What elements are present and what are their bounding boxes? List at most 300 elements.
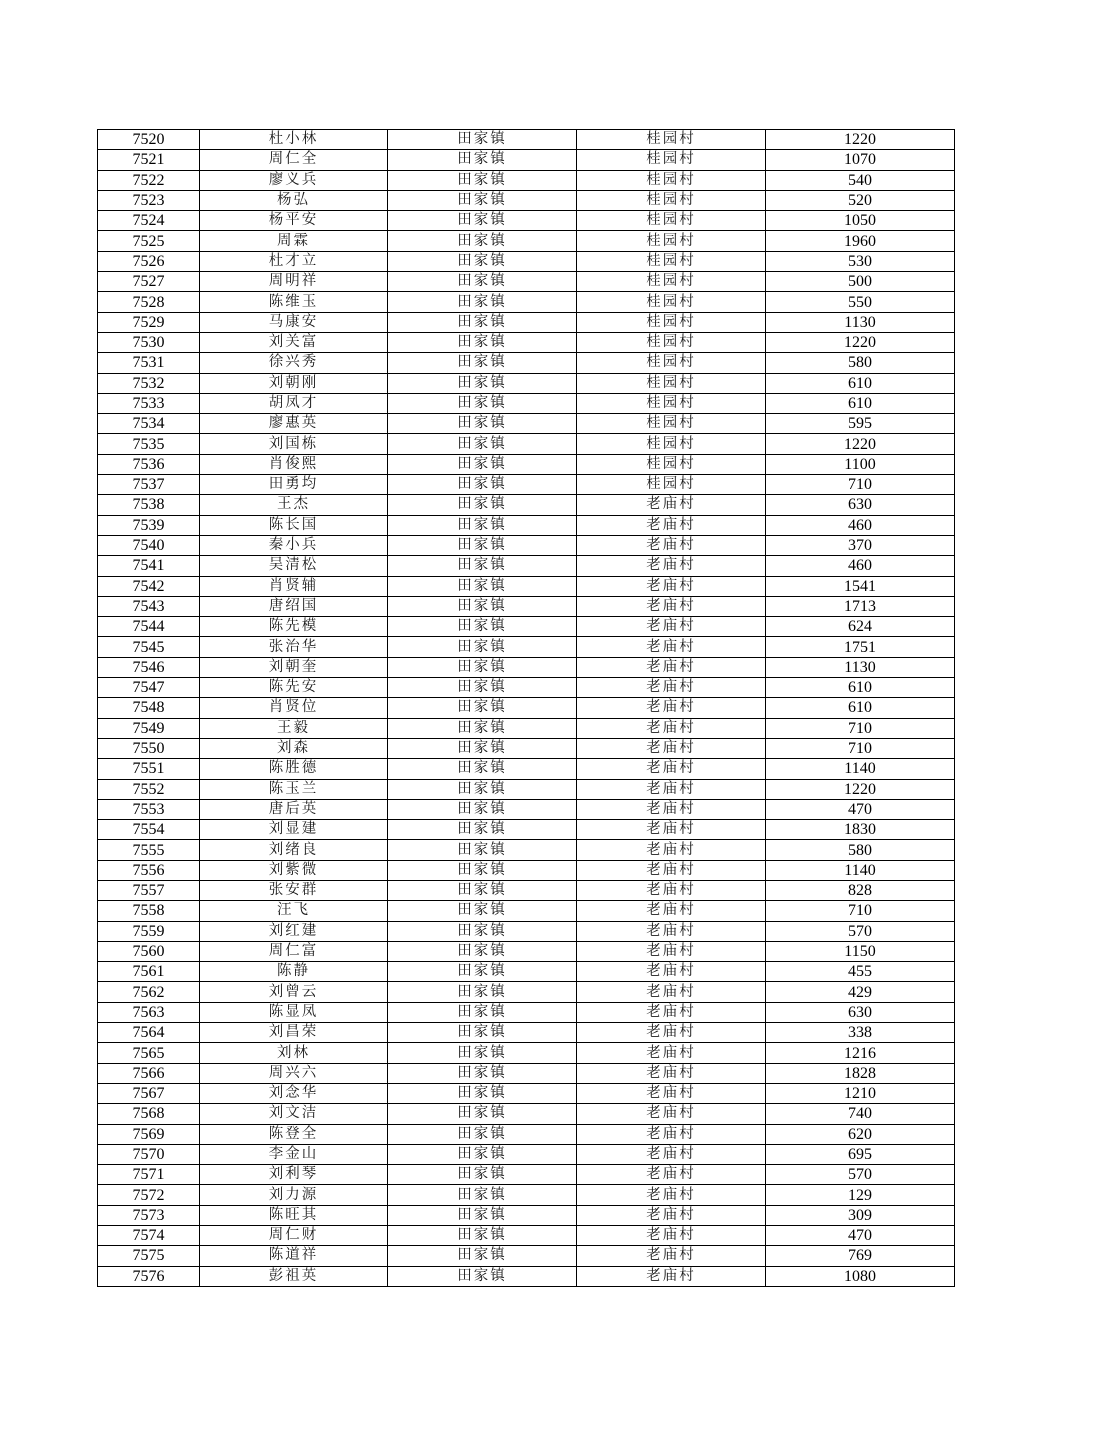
record-id-cell: 7530: [98, 332, 200, 352]
village-cell: 桂园村: [577, 373, 766, 393]
town-cell: 田家镇: [388, 617, 577, 637]
town-cell: 田家镇: [388, 150, 577, 170]
table-row: [98, 312, 955, 332]
record-id-cell: 7557: [98, 880, 200, 900]
table-row: [98, 880, 955, 900]
amount-cell: 595: [766, 414, 955, 434]
village-cell: 老庙村: [577, 1124, 766, 1144]
person-name-cell: 张治华: [200, 637, 388, 657]
table-row: [98, 962, 955, 982]
town-cell: 田家镇: [388, 1226, 577, 1246]
town-cell: 田家镇: [388, 272, 577, 292]
person-name-cell: 刘绪良: [200, 840, 388, 860]
amount-cell: 1140: [766, 759, 955, 779]
village-cell: 老庙村: [577, 576, 766, 596]
town-cell: 田家镇: [388, 1185, 577, 1205]
amount-cell: 710: [766, 475, 955, 495]
town-cell: 田家镇: [388, 434, 577, 454]
town-cell: 田家镇: [388, 332, 577, 352]
village-cell: 老庙村: [577, 1185, 766, 1205]
person-name-cell: 吴清松: [200, 556, 388, 576]
village-cell: 桂园村: [577, 211, 766, 231]
record-id-cell: 7526: [98, 251, 200, 271]
person-name-cell: 刘利琴: [200, 1165, 388, 1185]
person-name-cell: 刘国栋: [200, 434, 388, 454]
town-cell: 田家镇: [388, 657, 577, 677]
amount-cell: 710: [766, 718, 955, 738]
person-name-cell: 陈显凤: [200, 1002, 388, 1022]
village-cell: 桂园村: [577, 231, 766, 251]
town-cell: 田家镇: [388, 1063, 577, 1083]
records-table-body: [98, 130, 955, 1287]
person-name-cell: 陈先模: [200, 617, 388, 637]
town-cell: 田家镇: [388, 393, 577, 413]
person-name-cell: 刘紫微: [200, 860, 388, 880]
village-cell: 老庙村: [577, 921, 766, 941]
table-row: [98, 231, 955, 251]
table-row: [98, 799, 955, 819]
table-row: [98, 1063, 955, 1083]
person-name-cell: 陈旺其: [200, 1205, 388, 1225]
village-cell: 老庙村: [577, 1023, 766, 1043]
amount-cell: 828: [766, 880, 955, 900]
person-name-cell: 陈胜德: [200, 759, 388, 779]
person-name-cell: 杨平安: [200, 211, 388, 231]
amount-cell: 610: [766, 373, 955, 393]
person-name-cell: 刘红建: [200, 921, 388, 941]
village-cell: 桂园村: [577, 130, 766, 150]
amount-cell: 460: [766, 515, 955, 535]
town-cell: 田家镇: [388, 1205, 577, 1225]
record-id-cell: 7558: [98, 901, 200, 921]
amount-cell: 1130: [766, 312, 955, 332]
amount-cell: 470: [766, 1226, 955, 1246]
table-row: [98, 170, 955, 190]
town-cell: 田家镇: [388, 414, 577, 434]
record-id-cell: 7559: [98, 921, 200, 941]
record-id-cell: 7550: [98, 738, 200, 758]
person-name-cell: 彭祖英: [200, 1266, 388, 1286]
table-row: [98, 1226, 955, 1246]
amount-cell: 1070: [766, 150, 955, 170]
person-name-cell: 周霖: [200, 231, 388, 251]
person-name-cell: 廖义兵: [200, 170, 388, 190]
amount-cell: 550: [766, 292, 955, 312]
amount-cell: 610: [766, 678, 955, 698]
record-id-cell: 7531: [98, 353, 200, 373]
table-row: [98, 130, 955, 150]
village-cell: 老庙村: [577, 759, 766, 779]
village-cell: 桂园村: [577, 170, 766, 190]
record-id-cell: 7540: [98, 535, 200, 555]
person-name-cell: 刘显建: [200, 820, 388, 840]
table-row: [98, 1124, 955, 1144]
amount-cell: 740: [766, 1104, 955, 1124]
table-row: [98, 434, 955, 454]
table-row: [98, 1104, 955, 1124]
table-row: [98, 454, 955, 474]
record-id-cell: 7573: [98, 1205, 200, 1225]
person-name-cell: 陈道祥: [200, 1246, 388, 1266]
record-id-cell: 7560: [98, 941, 200, 961]
town-cell: 田家镇: [388, 211, 577, 231]
village-cell: 桂园村: [577, 393, 766, 413]
table-row: [98, 738, 955, 758]
village-cell: 老庙村: [577, 941, 766, 961]
table-row: [98, 190, 955, 210]
town-cell: 田家镇: [388, 596, 577, 616]
amount-cell: 1960: [766, 231, 955, 251]
town-cell: 田家镇: [388, 1165, 577, 1185]
amount-cell: 470: [766, 799, 955, 819]
town-cell: 田家镇: [388, 535, 577, 555]
town-cell: 田家镇: [388, 759, 577, 779]
amount-cell: 540: [766, 170, 955, 190]
record-id-cell: 7549: [98, 718, 200, 738]
person-name-cell: 刘林: [200, 1043, 388, 1063]
amount-cell: 370: [766, 535, 955, 555]
record-id-cell: 7554: [98, 820, 200, 840]
village-cell: 老庙村: [577, 1205, 766, 1225]
town-cell: 田家镇: [388, 698, 577, 718]
record-id-cell: 7521: [98, 150, 200, 170]
town-cell: 田家镇: [388, 556, 577, 576]
table-row: [98, 251, 955, 271]
table-row: [98, 657, 955, 677]
town-cell: 田家镇: [388, 130, 577, 150]
village-cell: 老庙村: [577, 1165, 766, 1185]
town-cell: 田家镇: [388, 576, 577, 596]
table-row: [98, 1002, 955, 1022]
table-row: [98, 1165, 955, 1185]
town-cell: 田家镇: [388, 190, 577, 210]
town-cell: 田家镇: [388, 515, 577, 535]
amount-cell: 129: [766, 1185, 955, 1205]
village-cell: 老庙村: [577, 596, 766, 616]
village-cell: 老庙村: [577, 495, 766, 515]
person-name-cell: 周仁富: [200, 941, 388, 961]
amount-cell: 1713: [766, 596, 955, 616]
amount-cell: 1130: [766, 657, 955, 677]
person-name-cell: 刘念华: [200, 1083, 388, 1103]
town-cell: 田家镇: [388, 312, 577, 332]
village-cell: 老庙村: [577, 840, 766, 860]
amount-cell: 695: [766, 1144, 955, 1164]
record-id-cell: 7529: [98, 312, 200, 332]
record-id-cell: 7533: [98, 393, 200, 413]
town-cell: 田家镇: [388, 454, 577, 474]
amount-cell: 1210: [766, 1083, 955, 1103]
table-row: [98, 1083, 955, 1103]
record-id-cell: 7523: [98, 190, 200, 210]
village-cell: 老庙村: [577, 1104, 766, 1124]
record-id-cell: 7542: [98, 576, 200, 596]
table-row: [98, 759, 955, 779]
village-cell: 桂园村: [577, 272, 766, 292]
record-id-cell: 7536: [98, 454, 200, 474]
amount-cell: 1100: [766, 454, 955, 474]
town-cell: 田家镇: [388, 1266, 577, 1286]
table-row: [98, 292, 955, 312]
amount-cell: 710: [766, 901, 955, 921]
person-name-cell: 杜才立: [200, 251, 388, 271]
village-cell: 老庙村: [577, 1246, 766, 1266]
table-row: [98, 1144, 955, 1164]
person-name-cell: 田勇均: [200, 475, 388, 495]
town-cell: 田家镇: [388, 231, 577, 251]
record-id-cell: 7543: [98, 596, 200, 616]
person-name-cell: 刘昌荣: [200, 1023, 388, 1043]
amount-cell: 1830: [766, 820, 955, 840]
amount-cell: 530: [766, 251, 955, 271]
person-name-cell: 马康安: [200, 312, 388, 332]
record-id-cell: 7562: [98, 982, 200, 1002]
village-cell: 老庙村: [577, 962, 766, 982]
table-row: [98, 637, 955, 657]
person-name-cell: 陈玉兰: [200, 779, 388, 799]
village-cell: 老庙村: [577, 982, 766, 1002]
record-id-cell: 7520: [98, 130, 200, 150]
person-name-cell: 刘朝奎: [200, 657, 388, 677]
town-cell: 田家镇: [388, 637, 577, 657]
record-id-cell: 7569: [98, 1124, 200, 1144]
table-row: [98, 901, 955, 921]
person-name-cell: 刘曾云: [200, 982, 388, 1002]
record-id-cell: 7553: [98, 799, 200, 819]
record-id-cell: 7551: [98, 759, 200, 779]
town-cell: 田家镇: [388, 1023, 577, 1043]
amount-cell: 429: [766, 982, 955, 1002]
record-id-cell: 7537: [98, 475, 200, 495]
town-cell: 田家镇: [388, 779, 577, 799]
table-row: [98, 495, 955, 515]
amount-cell: 455: [766, 962, 955, 982]
town-cell: 田家镇: [388, 373, 577, 393]
village-cell: 桂园村: [577, 434, 766, 454]
record-id-cell: 7541: [98, 556, 200, 576]
village-cell: 老庙村: [577, 1043, 766, 1063]
amount-cell: 1140: [766, 860, 955, 880]
record-id-cell: 7527: [98, 272, 200, 292]
table-row: [98, 576, 955, 596]
record-id-cell: 7538: [98, 495, 200, 515]
amount-cell: 1050: [766, 211, 955, 231]
table-row: [98, 556, 955, 576]
amount-cell: 500: [766, 272, 955, 292]
record-id-cell: 7552: [98, 779, 200, 799]
table-row: [98, 211, 955, 231]
person-name-cell: 汪飞: [200, 901, 388, 921]
person-name-cell: 肖俊熙: [200, 454, 388, 474]
town-cell: 田家镇: [388, 251, 577, 271]
person-name-cell: 秦小兵: [200, 535, 388, 555]
person-name-cell: 肖贤辅: [200, 576, 388, 596]
village-cell: 老庙村: [577, 1144, 766, 1164]
village-cell: 老庙村: [577, 1226, 766, 1246]
town-cell: 田家镇: [388, 840, 577, 860]
person-name-cell: 陈登全: [200, 1124, 388, 1144]
town-cell: 田家镇: [388, 353, 577, 373]
table-row: [98, 475, 955, 495]
amount-cell: 1751: [766, 637, 955, 657]
town-cell: 田家镇: [388, 1043, 577, 1063]
amount-cell: 624: [766, 617, 955, 637]
town-cell: 田家镇: [388, 1246, 577, 1266]
record-id-cell: 7567: [98, 1083, 200, 1103]
record-id-cell: 7544: [98, 617, 200, 637]
town-cell: 田家镇: [388, 860, 577, 880]
amount-cell: 1220: [766, 332, 955, 352]
amount-cell: 610: [766, 698, 955, 718]
table-row: [98, 941, 955, 961]
record-id-cell: 7574: [98, 1226, 200, 1246]
record-id-cell: 7539: [98, 515, 200, 535]
village-cell: 老庙村: [577, 799, 766, 819]
table-row: [98, 353, 955, 373]
village-cell: 老庙村: [577, 901, 766, 921]
amount-cell: 580: [766, 353, 955, 373]
town-cell: 田家镇: [388, 678, 577, 698]
record-id-cell: 7575: [98, 1246, 200, 1266]
person-name-cell: 陈静: [200, 962, 388, 982]
record-id-cell: 7534: [98, 414, 200, 434]
town-cell: 田家镇: [388, 820, 577, 840]
town-cell: 田家镇: [388, 901, 577, 921]
village-cell: 老庙村: [577, 657, 766, 677]
table-row: [98, 373, 955, 393]
town-cell: 田家镇: [388, 1104, 577, 1124]
person-name-cell: 杨弘: [200, 190, 388, 210]
village-cell: 老庙村: [577, 556, 766, 576]
table-row: [98, 921, 955, 941]
table-row: [98, 678, 955, 698]
table-row: [98, 1246, 955, 1266]
record-id-cell: 7545: [98, 637, 200, 657]
amount-cell: 570: [766, 1165, 955, 1185]
village-cell: 老庙村: [577, 1266, 766, 1286]
table-row: [98, 1266, 955, 1286]
record-id-cell: 7546: [98, 657, 200, 677]
town-cell: 田家镇: [388, 921, 577, 941]
village-cell: 老庙村: [577, 738, 766, 758]
person-name-cell: 王杰: [200, 495, 388, 515]
person-name-cell: 刘森: [200, 738, 388, 758]
amount-cell: 620: [766, 1124, 955, 1144]
village-cell: 桂园村: [577, 414, 766, 434]
amount-cell: 460: [766, 556, 955, 576]
amount-cell: 769: [766, 1246, 955, 1266]
town-cell: 田家镇: [388, 475, 577, 495]
record-id-cell: 7522: [98, 170, 200, 190]
amount-cell: 570: [766, 921, 955, 941]
town-cell: 田家镇: [388, 982, 577, 1002]
village-cell: 桂园村: [577, 475, 766, 495]
table-row: [98, 1185, 955, 1205]
village-cell: 老庙村: [577, 1063, 766, 1083]
table-row: [98, 332, 955, 352]
amount-cell: 1216: [766, 1043, 955, 1063]
village-cell: 老庙村: [577, 678, 766, 698]
table-row: [98, 779, 955, 799]
person-name-cell: 徐兴秀: [200, 353, 388, 373]
town-cell: 田家镇: [388, 1083, 577, 1103]
village-cell: 桂园村: [577, 292, 766, 312]
amount-cell: 520: [766, 190, 955, 210]
person-name-cell: 唐后英: [200, 799, 388, 819]
amount-cell: 338: [766, 1023, 955, 1043]
record-id-cell: 7555: [98, 840, 200, 860]
amount-cell: 1080: [766, 1266, 955, 1286]
table-row: [98, 414, 955, 434]
town-cell: 田家镇: [388, 1002, 577, 1022]
table-row: [98, 1043, 955, 1063]
person-name-cell: 王毅: [200, 718, 388, 738]
table-row: [98, 698, 955, 718]
record-id-cell: 7563: [98, 1002, 200, 1022]
record-id-cell: 7532: [98, 373, 200, 393]
amount-cell: 610: [766, 393, 955, 413]
village-cell: 老庙村: [577, 637, 766, 657]
table-row: [98, 840, 955, 860]
village-cell: 老庙村: [577, 698, 766, 718]
record-id-cell: 7565: [98, 1043, 200, 1063]
record-id-cell: 7556: [98, 860, 200, 880]
town-cell: 田家镇: [388, 799, 577, 819]
town-cell: 田家镇: [388, 292, 577, 312]
table-row: [98, 718, 955, 738]
town-cell: 田家镇: [388, 170, 577, 190]
person-name-cell: 胡凤才: [200, 393, 388, 413]
village-cell: 老庙村: [577, 718, 766, 738]
town-cell: 田家镇: [388, 495, 577, 515]
town-cell: 田家镇: [388, 941, 577, 961]
town-cell: 田家镇: [388, 962, 577, 982]
amount-cell: 710: [766, 738, 955, 758]
person-name-cell: 陈先安: [200, 678, 388, 698]
person-name-cell: 唐绍国: [200, 596, 388, 616]
record-id-cell: 7548: [98, 698, 200, 718]
village-cell: 桂园村: [577, 251, 766, 271]
village-cell: 老庙村: [577, 1083, 766, 1103]
village-cell: 老庙村: [577, 535, 766, 555]
amount-cell: 1150: [766, 941, 955, 961]
village-cell: 老庙村: [577, 617, 766, 637]
amount-cell: 1541: [766, 576, 955, 596]
town-cell: 田家镇: [388, 738, 577, 758]
record-id-cell: 7561: [98, 962, 200, 982]
amount-cell: 1828: [766, 1063, 955, 1083]
table-row: [98, 1023, 955, 1043]
record-id-cell: 7528: [98, 292, 200, 312]
table-row: [98, 820, 955, 840]
record-id-cell: 7524: [98, 211, 200, 231]
amount-cell: 580: [766, 840, 955, 860]
person-name-cell: 刘朝刚: [200, 373, 388, 393]
person-name-cell: 周仁全: [200, 150, 388, 170]
person-name-cell: 陈长国: [200, 515, 388, 535]
amount-cell: 1220: [766, 434, 955, 454]
record-id-cell: 7547: [98, 678, 200, 698]
person-name-cell: 周明祥: [200, 272, 388, 292]
town-cell: 田家镇: [388, 1144, 577, 1164]
amount-cell: 630: [766, 1002, 955, 1022]
table-row: [98, 617, 955, 637]
village-cell: 老庙村: [577, 860, 766, 880]
table-row: [98, 515, 955, 535]
table-row: [98, 860, 955, 880]
village-cell: 老庙村: [577, 779, 766, 799]
table-row: [98, 596, 955, 616]
